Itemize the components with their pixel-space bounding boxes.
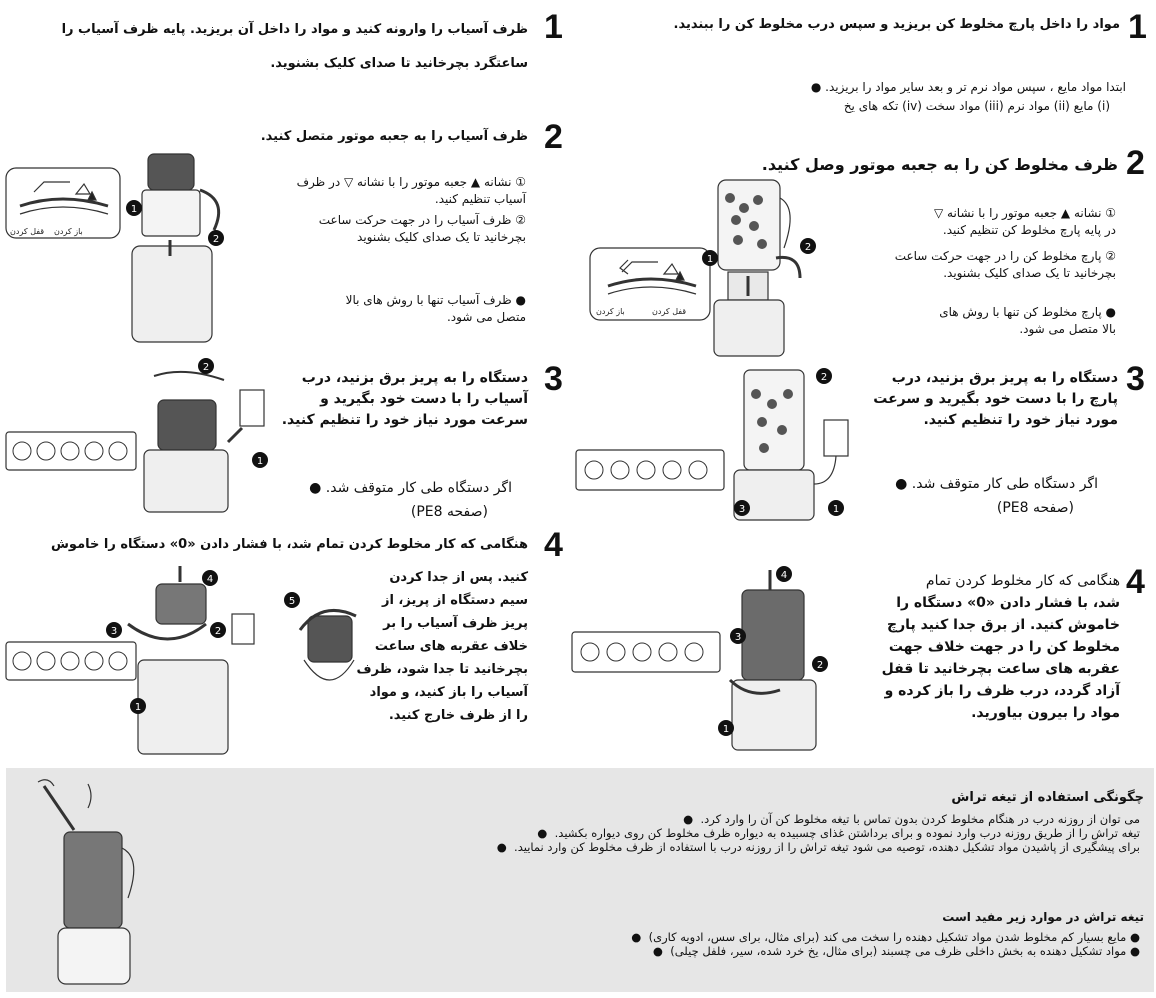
marker-3-rotate: 3 bbox=[734, 632, 742, 643]
step-2-right-note: ● پارچ مخلوط کن تنها با روش های بالا متصل می شود. bbox=[939, 305, 1116, 336]
blender-detach-illustration bbox=[570, 560, 860, 760]
step-4-left-intro: هنگامی که کار مخلوط کردن تمام شد، با فشار دادن «0» دستگاه را خاموش bbox=[50, 537, 528, 552]
marker-2: 2 bbox=[804, 242, 812, 253]
step-2-left-note: ● ظرف آسیاب تنها با روش های بالا متصل می شود. bbox=[345, 293, 526, 324]
step-1-right-title: مواد را داخل پارچ مخلوط کن بریزید و سپس درب مخلوط کن را ببندید. bbox=[673, 17, 1120, 32]
marker-1-grinder-plug: 1 bbox=[256, 456, 264, 467]
step-number-4-left: 4 bbox=[544, 526, 563, 564]
spatula-bullets bbox=[180, 812, 1140, 854]
spatula-bullet-3: برای پیشگیری از پاشیدن مواد تشکیل دهنده، توصیه می شود تیغه تراش را از روزنه درب با استفاده از ظرف مخلوط کن وارد نمایید. ● bbox=[496, 840, 1140, 854]
step-1-right-bullet: ابتدا مواد مایع ، سپس مواد نرم تر و بعد سایر مواد را بریزید. ● bbox=[810, 80, 1126, 94]
marker-1-grinder-off: 1 bbox=[134, 702, 142, 713]
spatula-bullet-1: می توان از روزنه درب در هنگام مخلوط کردن بدون تماس با تیغه مخلوط کن آن را وارد کرد. ● bbox=[683, 812, 1140, 826]
step-number-4-right: 4 bbox=[1126, 563, 1145, 601]
step-number-2-left: 2 bbox=[544, 118, 563, 156]
step-2-right-item1: ① نشانه ▲ جعبه موتور را با نشانه ▽ در پایه پارچ مخلوط کن تنظیم کنید. bbox=[933, 206, 1116, 237]
marker-4: 4 bbox=[780, 570, 788, 581]
step-3-right-bullet: اگر دستگاه طی کار متوقف شد. ● (صفحه PE8) bbox=[895, 476, 1098, 516]
marker-3: 3 bbox=[738, 504, 746, 515]
spatula-bullet-2: تیغه تراش را از طریق روزنه درب وارد نموده و برای برداشتن غذای چسبیده به دیواره ظرف مخلوط کن روی دیواره بکشید. ● bbox=[537, 826, 1140, 840]
blender-jar-attach-illustration bbox=[588, 168, 838, 368]
spatula-section bbox=[6, 768, 1154, 992]
marker-3-grinder: 3 bbox=[110, 626, 118, 637]
marker-2-grinder-unplug: 2 bbox=[214, 626, 222, 637]
step-number-3-right: 3 bbox=[1126, 360, 1145, 398]
step-3-left-bullet: اگر دستگاه طی کار متوقف شد. ● (صفحه PE8) bbox=[309, 480, 512, 520]
label-unlock-grinder: باز کردن bbox=[54, 227, 83, 236]
step-4-left-text: کنید. پس از جدا کردن سیم دستگاه از پریز، از پریز ظرف آسیاب را بر خلاف عقربه های ساعت بچرخانید تا جدا شود، ظرف آسیاب را باز کنید، و مواد را از ظرف خارج کنید. bbox=[356, 570, 528, 723]
spatula-useful-2: ● مواد تشکیل دهنده به بخش داخلی ظرف می چسبند (برای مثال، یخ خرد شده، سیر، فلفل چیلی) ● bbox=[652, 944, 1140, 958]
marker-4-grinder: 4 bbox=[206, 574, 214, 585]
blender-speed-illustration bbox=[574, 364, 864, 524]
label-lock: قفل کردن bbox=[652, 307, 687, 316]
marker-1-plug: 1 bbox=[832, 504, 840, 515]
spatula-useful-list bbox=[180, 930, 1140, 958]
step-1-right-sequence: (i) مایع (ii) مواد نرم (iii) مواد سخت (iv) تکه های یخ bbox=[843, 99, 1110, 113]
marker-1-grinder: 1 bbox=[130, 204, 138, 215]
step-number-1-right: 1 bbox=[1128, 8, 1147, 46]
marker-2-unplug: 2 bbox=[816, 660, 824, 671]
step-2-left-item1: ① نشانه ▲ جعبه موتور را با نشانه ▽ در ظرف آسیاب تنظیم کنید. bbox=[296, 175, 526, 206]
spatula-blender-illustration bbox=[18, 774, 168, 988]
marker-1-off: 1 bbox=[722, 724, 730, 735]
label-unlock: باز کردن bbox=[596, 307, 625, 316]
label-lock-grinder: قفل کردن bbox=[10, 227, 45, 236]
spatula-useful-1: ● مایع بسیار کم مخلوط شدن مواد تشکیل دهنده را سخت می کند (برای مثال، برای سس، ادویه کاری) ● bbox=[631, 930, 1140, 944]
marker-2-grinder: 2 bbox=[212, 234, 220, 245]
step-2-right-title: ظرف مخلوط کن را به جعبه موتور وصل کنید. bbox=[761, 155, 1118, 174]
spatula-heading: چگونگی استفاده از تیغه تراش bbox=[951, 790, 1144, 805]
marker-2-lid: 2 bbox=[820, 372, 828, 383]
marker-1: 1 bbox=[706, 254, 714, 265]
step-2-left-title: ظرف آسیاب را به جعبه موتور متصل کنید. bbox=[260, 129, 528, 144]
marker-2-press: 2 bbox=[202, 362, 210, 373]
grinder-speed-illustration bbox=[4, 356, 280, 516]
step-number-1-left: 1 bbox=[544, 8, 563, 46]
step-3-left-text: دستگاه را به پریز برق بزنید، درب آسیاب را با دست خود بگیرید و سرعت مورد نیاز خود را تنظیم کنید. bbox=[281, 370, 528, 428]
step-number-3-left: 3 bbox=[544, 360, 563, 398]
grinder-detach-illustration bbox=[4, 560, 364, 760]
step-2-left-item2: ② ظرف آسیاب را در جهت حرکت ساعت بچرخانید تا یک صدای کلیک بشنوید bbox=[318, 213, 526, 244]
step-4-right-text: هنگامی که کار مخلوط کردن تمام شد، با فشار دادن «0» دستگاه را خاموش کنید. از برق جدا کنید پارچ مخلوط کن را در جهت خلاف جهت عقربه های ساعت بچرخانید تا قفل آزاد گردد، درب ظرف را باز کرده و مواد را بیرون بیاورید. bbox=[881, 573, 1120, 721]
step-1-left-text: ظرف آسیاب را وارونه کنید و مواد را داخل آن بریزید. پایه ظرف آسیاب را ساعتگرد بچرخانید تا صدای کلیک بشنوید. bbox=[61, 22, 528, 71]
step-2-right-item2: ② پارچ مخلوط کن را در جهت حرکت ساعت بچرخانید تا یک صدای کلیک بشنوید. bbox=[894, 249, 1116, 280]
step-number-2-right: 2 bbox=[1126, 144, 1145, 182]
spatula-useful-heading: تیغه تراش در موارد زیر مفید است bbox=[942, 910, 1144, 924]
grinder-attach-illustration bbox=[4, 150, 240, 350]
step-3-right-text: دستگاه را به پریز برق بزنید، درب پارچ را با دست خود بگیرید و سرعت مورد نیاز خود را تنظیم کنید. bbox=[873, 370, 1118, 428]
marker-5-grinder: 5 bbox=[288, 596, 296, 607]
